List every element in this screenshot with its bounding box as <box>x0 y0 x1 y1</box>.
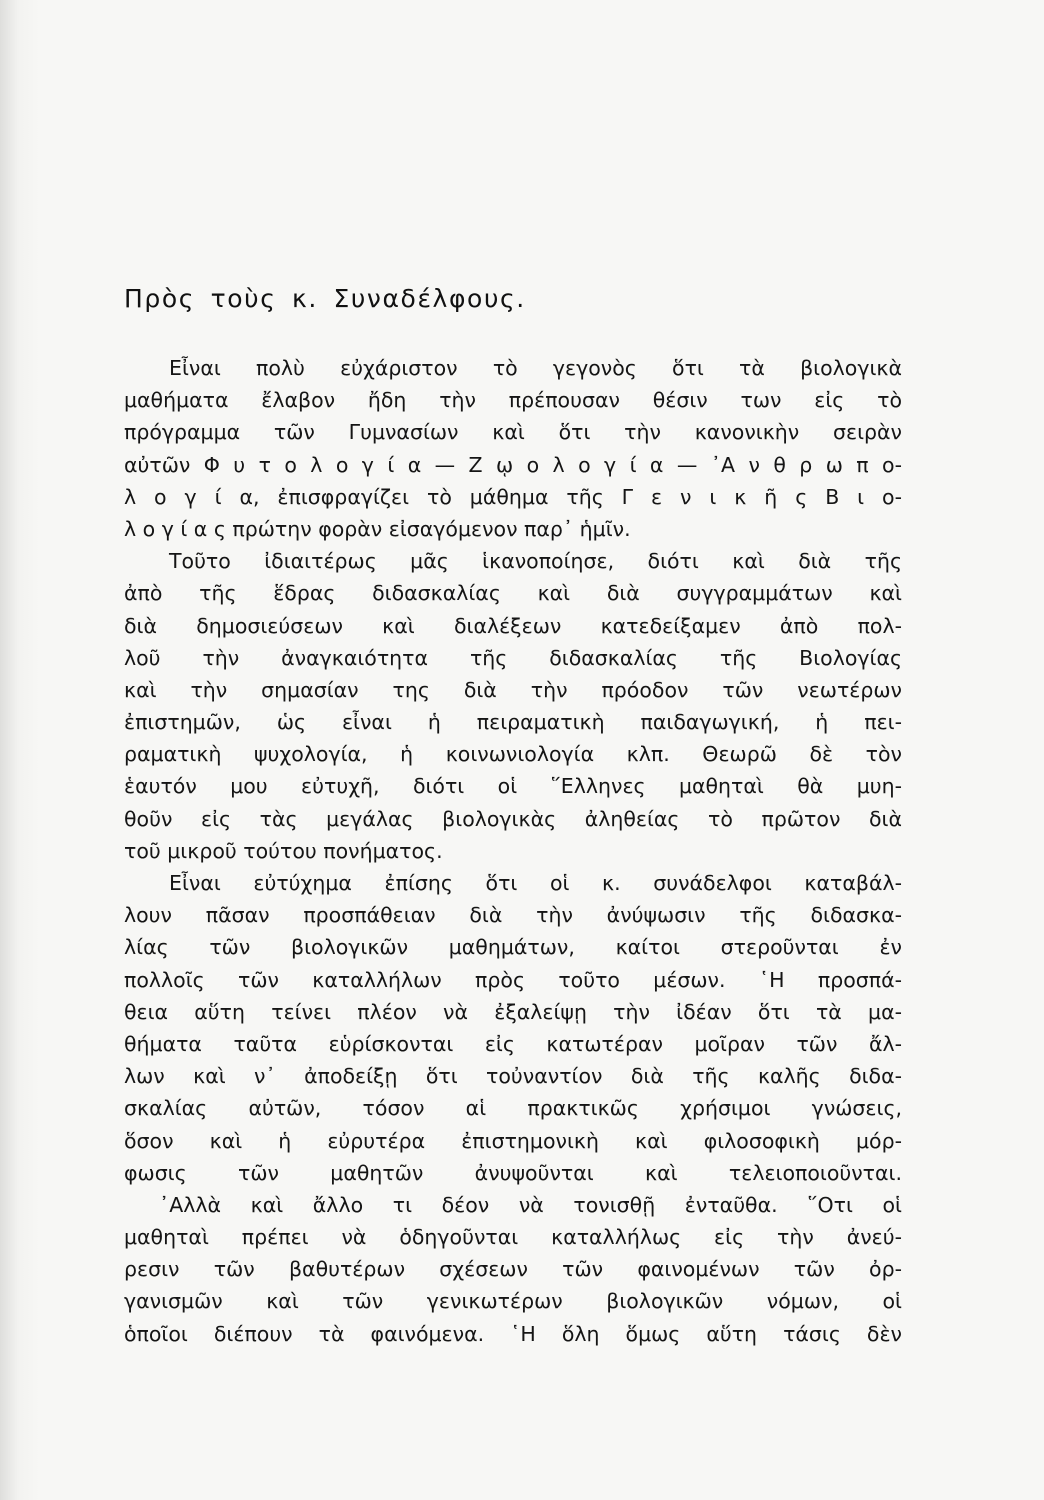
text-line: Εἶναι πολὺ εὐχάριστον τὸ γεγονὸς ὅτι τὰ βιολογικὰ <box>169 356 902 380</box>
body-text <box>124 352 902 1350</box>
text-line: ρεσιν τῶν βαθυτέρων σχέσεων τῶν φαινομένων τῶν ὀρ- <box>124 1257 902 1282</box>
text-line: μαθηταὶ πρέπει νὰ ὁδηγοῦνται καταλλήλως εἰς τὴν ἀνεύ- <box>124 1225 902 1250</box>
text-line: ᾿Αλλὰ καὶ ἄλλο τι δέον νὰ τονισθῇ ἐνταῦθα. ῞Οτι οἱ <box>159 1192 902 1217</box>
text-line: λίας τῶν βιολογικῶν μαθημάτων, καίτοι στεροῦνται ἐν <box>124 935 902 960</box>
text-line: ἀπὸ τῆς ἕδρας διδασκαλίας καὶ διὰ συγγραμμάτων καὶ <box>124 581 902 606</box>
text-line: πολλοῖς τῶν καταλλήλων πρὸς τοῦτο μέσων. ῾Η προσπά- <box>124 967 902 992</box>
text-line: λ ο γ ί α ς πρώτην φορὰν εἰσαγόμενον παρ᾿ ἡμῖν. <box>124 516 631 541</box>
text-line: σκαλίας αὐτῶν, τόσον αἱ πρακτικῶς χρήσιμοι γνώσεις, <box>124 1096 902 1121</box>
text-line: θοῦν εἰς τὰς μεγάλας βιολογικὰς ἀληθείας τὸ πρῶτον διὰ <box>124 806 902 831</box>
text-line: ἑαυτόν μου εὐτυχῆ, διότι οἱ ῞Ελληνες μαθηταὶ θὰ μυη- <box>124 774 902 799</box>
text-line: διὰ δημοσιεύσεων καὶ διαλέξεων κατεδείξαμεν ἀπὸ πολ- <box>124 613 902 638</box>
text-line: ὅσον καὶ ἡ εὐρυτέρα ἐπιστημονικὴ καὶ φιλοσοφικὴ μόρ- <box>124 1128 902 1153</box>
text-line: Εἶναι εὐτύχημα ἐπίσης ὅτι οἱ κ. συνάδελφοι καταβάλ- <box>169 871 902 895</box>
text-line: καὶ τὴν σημασίαν της διὰ τὴν πρόοδον τῶν νεωτέρων <box>124 677 902 702</box>
text-line: πρόγραμμα τῶν Γυμνασίων καὶ ὅτι τὴν κανονικὴν σειρὰν <box>124 420 902 445</box>
text-line: λ ο γ ί α, ἐπισφραγίζει τὸ μάθημα τῆς Γ ε ν ι κ ῆ ς Β ι ο- <box>124 484 902 509</box>
text-line: αὐτῶν Φ υ τ ο λ ο γ ί α — Ζ ῳ ο λ ο γ ί α — ᾿Α ν θ ρ ω π ο- <box>124 452 902 477</box>
text-line: φωσις τῶν μαθητῶν ἀνυψοῦνται καὶ τελειοποιοῦνται. <box>124 1160 902 1185</box>
text-line: θεια αὕτη τείνει πλέον νὰ ἐξαλείψῃ τὴν ἰδέαν ὅτι τὰ μα- <box>124 999 902 1024</box>
text-line: λουν πᾶσαν προσπάθειαν διὰ τὴν ἀνύψωσιν τῆς διδασκα- <box>124 903 902 928</box>
page-title: Πρὸς τοὺς κ. Συναδέλφους. <box>124 284 526 313</box>
text-line: Τοῦτο ἰδιαιτέρως μᾶς ἱκανοποίησε, διότι καὶ διὰ τῆς <box>169 549 902 574</box>
text-line: λοῦ τὴν ἀναγκαιότητα τῆς διδασκαλίας τῆς Βιολογίας <box>124 645 902 670</box>
text-line: μαθήματα ἔλαβον ἤδη τὴν πρέπουσαν θέσιν των εἰς τὸ <box>124 388 902 413</box>
text-line: γανισμῶν καὶ τῶν γενικωτέρων βιολογικῶν νόμων, οἱ <box>124 1289 902 1314</box>
text-line: λων καὶ ν᾿ ἀποδείξῃ ὅτι τοὐναντίον διὰ τῆς καλῆς διδα- <box>124 1064 902 1089</box>
text-line: θήματα ταῦτα εὑρίσκονται εἰς κατωτέραν μοῖραν τῶν ἄλ- <box>124 1031 902 1056</box>
text-line: ραματικὴ ψυχολογία, ἡ κοινωνιολογία κλπ. Θεωρῶ δὲ τὸν <box>124 742 902 767</box>
text-line: ἐπιστημῶν, ὡς εἶναι ἡ πειραματικὴ παιδαγωγική, ἡ πει- <box>124 710 902 735</box>
text-line: ὁποῖοι διέπουν τὰ φαινόμενα. ῾Η ὅλη ὅμως αὕτη τάσις δὲν <box>124 1321 902 1346</box>
text-line: τοῦ μικροῦ τούτου πονήματος. <box>124 838 443 863</box>
